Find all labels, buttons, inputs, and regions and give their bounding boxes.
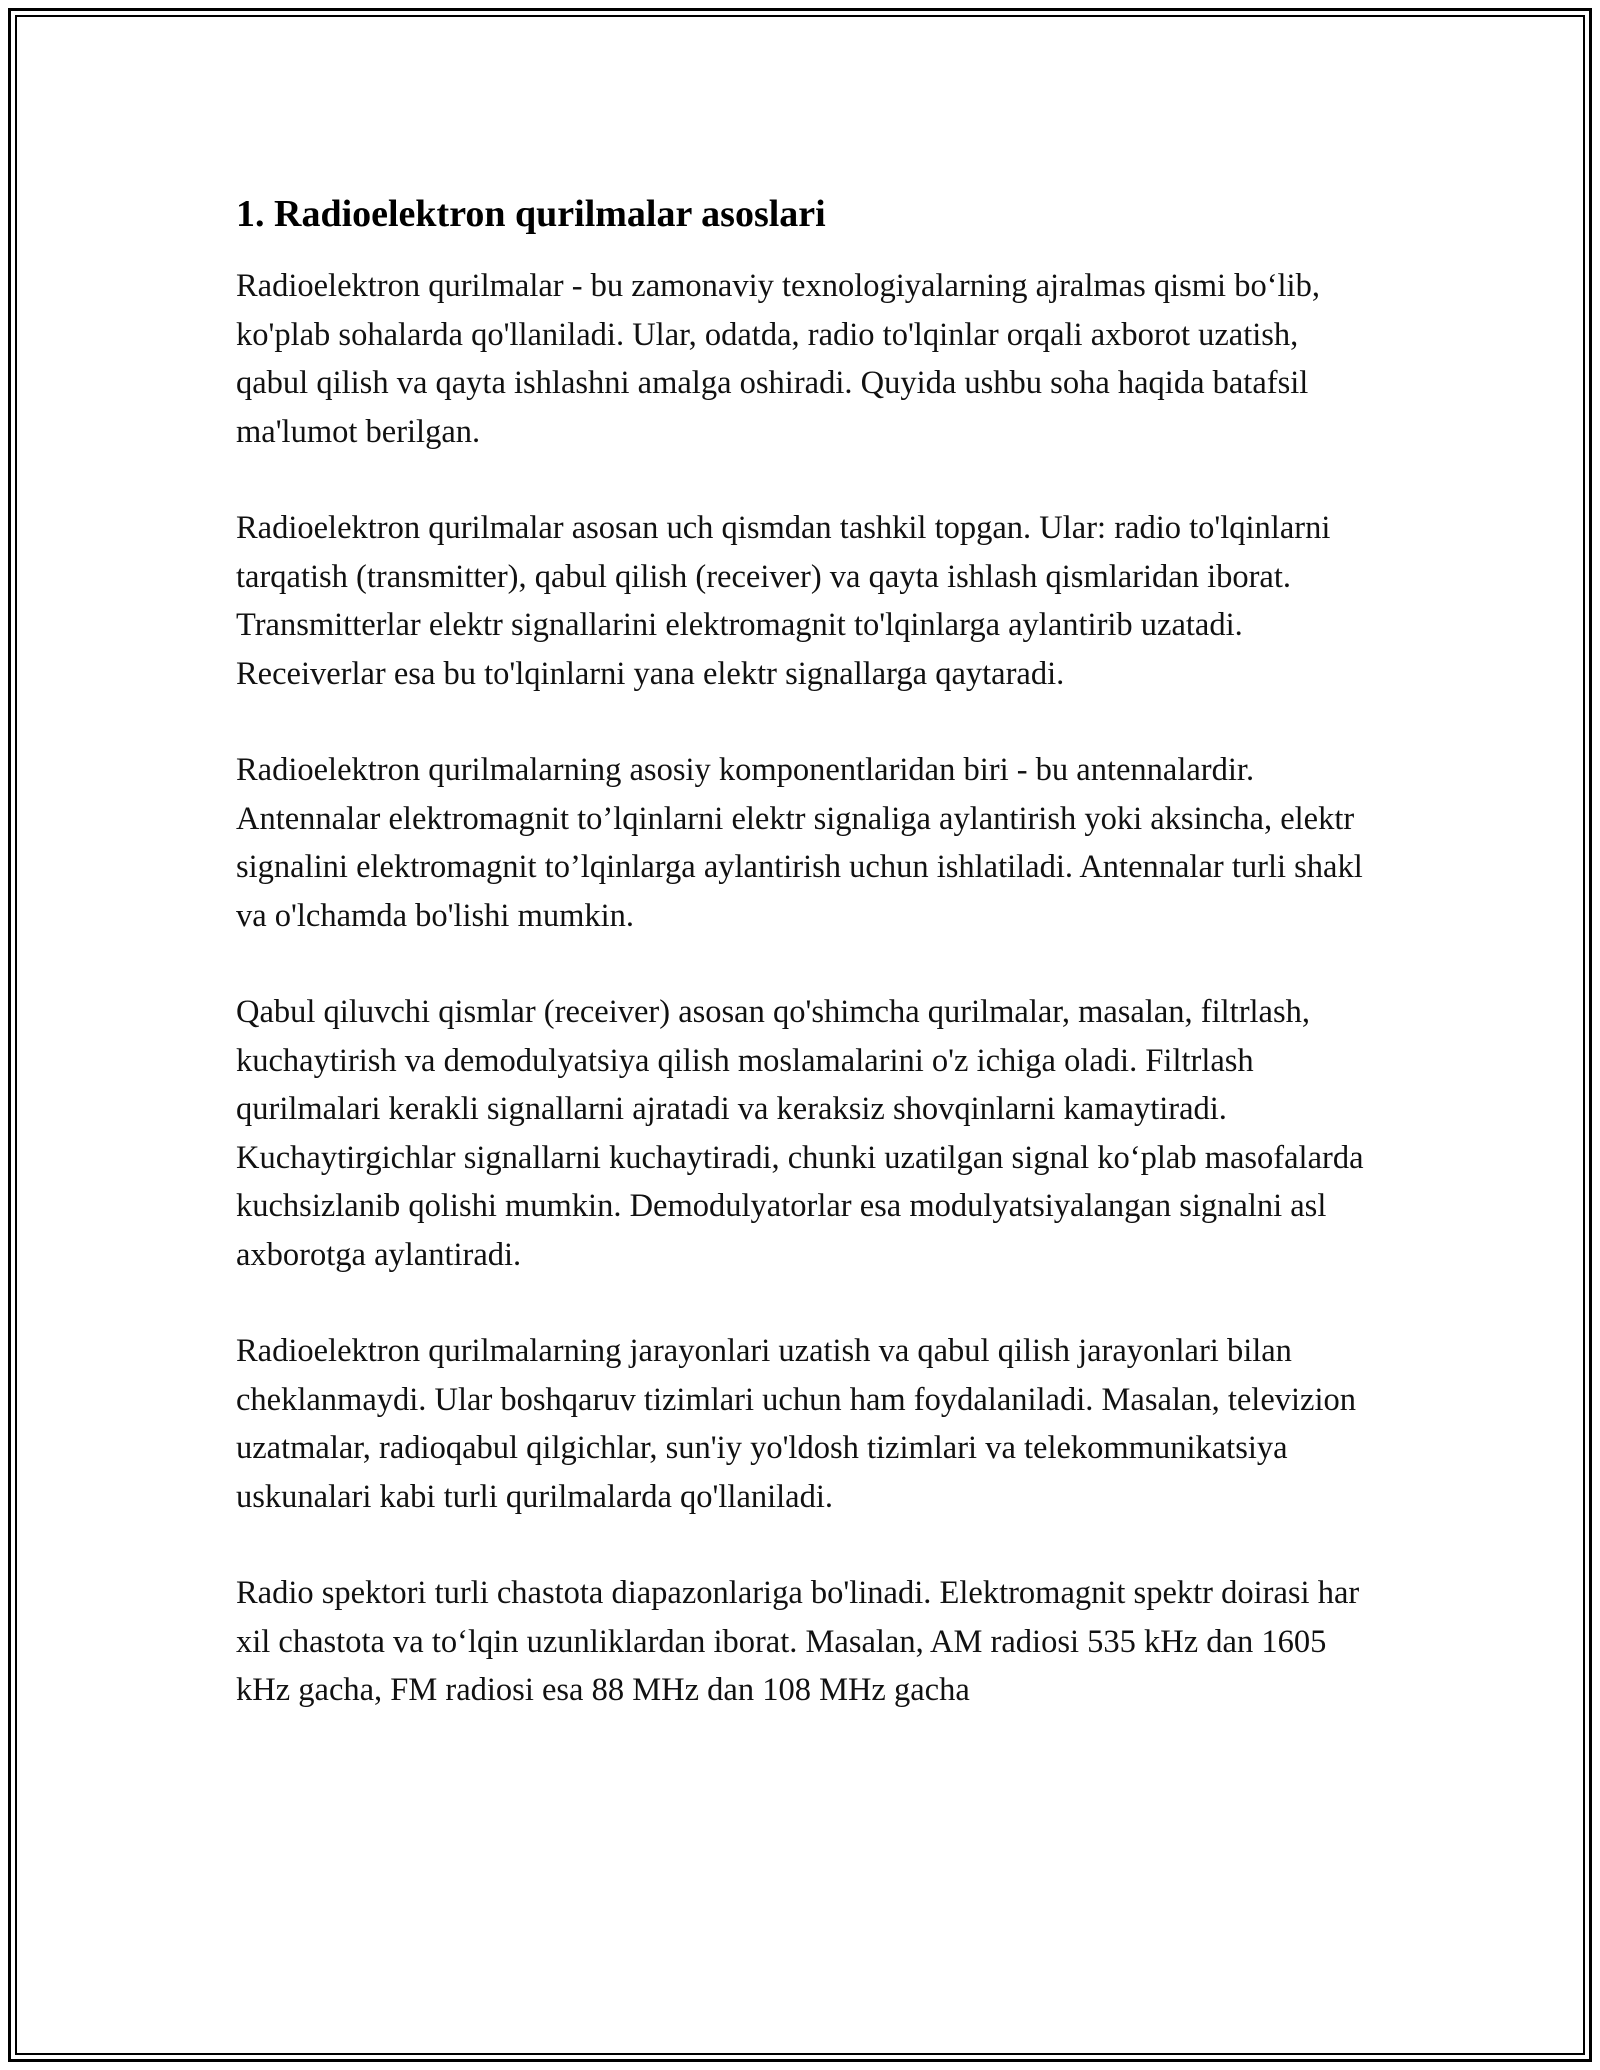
document-body — [236, 188, 1366, 1763]
paragraph: Radioelektron qurilmalarning asosiy komponentlaridan biri - bu antennalardir. Antennalar elektromagnit to’lqinlarni elektr signaliga aylantirish yoki aksincha, elektr signalini elektromagnit to’lqinlarga aylantirish uchun ishlatiladi. Antennalar turli shakl va o'lchamda bo'lishi mumkin. — [236, 752, 1363, 934]
section-heading: 1. Radioelektron qurilmalar asoslari — [236, 193, 826, 235]
paragraph: Radioelektron qurilmalarning jarayonlari uzatish va qabul qilish jarayonlari bilan cheklanmaydi. Ular boshqaruv tizimlari uchun ham foydalaniladi. Masalan, televizion uzatmalar, radioqabul qilgichlar, sun'iy yo'ldosh tizimlari va telekommunikatsiya uskunalari kabi turli qurilmalarda qo'llaniladi. — [236, 1333, 1356, 1515]
paragraph: Radioelektron qurilmalar - bu zamonaviy texnologiyalarning ajralmas qismi bo‘lib, ko'plab sohalarda qo'llaniladi. Ular, odatda, radio to'lqinlar orqali axborot uzatish, qabul qilish va qayta ishlashni amalga oshiradi. Quyida ushbu soha haqida batafsil ma'lumot berilgan. — [236, 268, 1320, 450]
paragraph: Qabul qiluvchi qismlar (receiver) asosan qo'shimcha qurilmalar, masalan, filtrlash, kuchaytirish va demodulyatsiya qilish moslamalarini o'z ichiga oladi. Filtrlash qurilmalari kerakli signallarni ajratadi va keraksiz shovqinlarni kamaytiradi. Kuchaytirgichlar signallarni kuchaytiradi, chunki uzatilgan signal ko‘plab masofalarda kuchsizlanib qolishi mumkin. Demodulyatorlar esa modulyatsiyalangan signalni asl axborotga aylantiradi. — [236, 994, 1364, 1273]
paragraph: Radio spektori turli chastota diapazonlariga bo'linadi. Elektromagnit spektr doirasi har xil chastota va to‘lqin uzunliklardan iborat. Masalan, AM radiosi 535 kHz dan 1605 kHz gacha, FM radiosi esa 88 MHz dan 108 MHz gacha — [236, 1575, 1360, 1708]
paragraph: Radioelektron qurilmalar asosan uch qismdan tashkil topgan. Ular: radio to'lqinlarni tarqatish (transmitter), qabul qilish (receiver) va qayta ishlash qismlaridan iborat. Transmitterlar elektr signallarini elektromagnit to'lqinlarga aylantirib uzatadi. Receiverlar esa bu to'lqinlarni yana elektr signallarga qaytaradi. — [236, 510, 1331, 692]
